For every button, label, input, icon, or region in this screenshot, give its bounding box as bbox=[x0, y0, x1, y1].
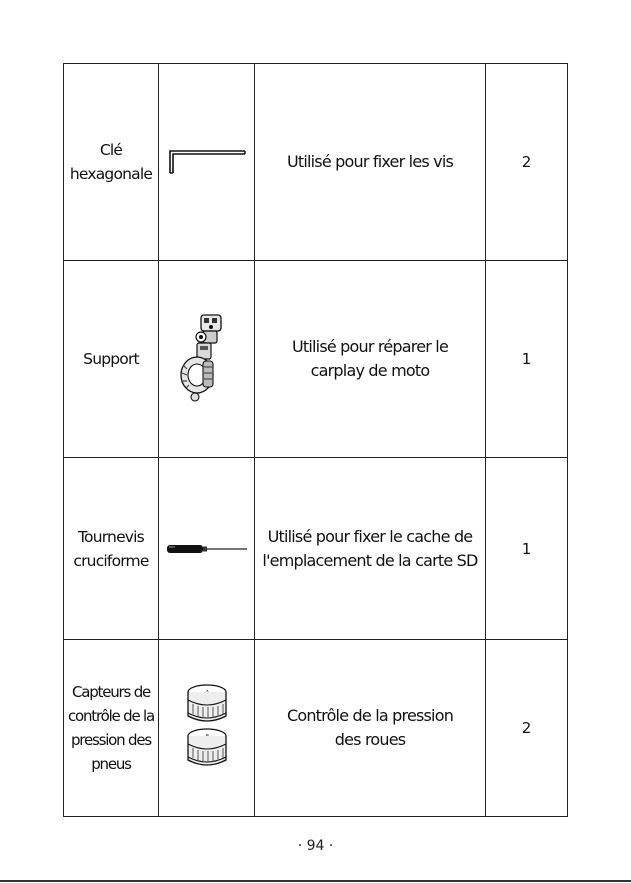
table-row bbox=[64, 458, 568, 640]
item-description-cell bbox=[255, 64, 486, 261]
item-quantity: 2 bbox=[521, 153, 532, 171]
table-row bbox=[64, 640, 568, 817]
accessories-table bbox=[63, 63, 568, 817]
item-description-cell bbox=[255, 261, 486, 458]
item-image-cell bbox=[159, 64, 255, 261]
item-quantity-cell bbox=[486, 640, 568, 817]
table-row bbox=[64, 64, 568, 261]
item-quantity-cell bbox=[486, 64, 568, 261]
item-image-cell bbox=[159, 458, 255, 640]
tire-pressure-sensor-icon bbox=[184, 682, 230, 774]
table-row bbox=[64, 261, 568, 458]
item-description-cell bbox=[255, 640, 486, 817]
item-quantity-cell bbox=[486, 458, 568, 640]
item-quantity: 1 bbox=[521, 539, 532, 558]
bottom-divider bbox=[0, 880, 631, 882]
item-name: Capteurs de contrôle de la pression des pneus bbox=[67, 683, 155, 773]
item-name: Clé hexagonale bbox=[69, 141, 153, 183]
item-description: Utilisé pour fixer le cache de l'emplacement de la carte SD bbox=[262, 526, 478, 570]
item-name: Support bbox=[83, 350, 139, 368]
item-name-cell bbox=[64, 261, 159, 458]
hex-key-icon bbox=[167, 147, 247, 177]
item-quantity: 2 bbox=[521, 719, 532, 737]
item-description: Contrôle de la pression des roues bbox=[286, 706, 454, 749]
item-quantity: 1 bbox=[521, 350, 532, 368]
item-name: Tournevis cruciforme bbox=[73, 527, 149, 570]
item-description: Utilisé pour fixer les vis bbox=[286, 152, 454, 171]
item-image-cell bbox=[159, 640, 255, 817]
handlebar-mount-icon bbox=[177, 313, 237, 405]
item-name-cell bbox=[64, 64, 159, 261]
item-name-cell bbox=[64, 640, 159, 817]
item-quantity-cell bbox=[486, 261, 568, 458]
page-number: · 94 · bbox=[297, 838, 334, 854]
item-image-cell bbox=[159, 261, 255, 458]
item-description: Utilisé pour réparer le carplay de moto bbox=[292, 337, 448, 380]
item-name-cell bbox=[64, 458, 159, 640]
screwdriver-icon bbox=[165, 542, 249, 556]
item-description-cell bbox=[255, 458, 486, 640]
